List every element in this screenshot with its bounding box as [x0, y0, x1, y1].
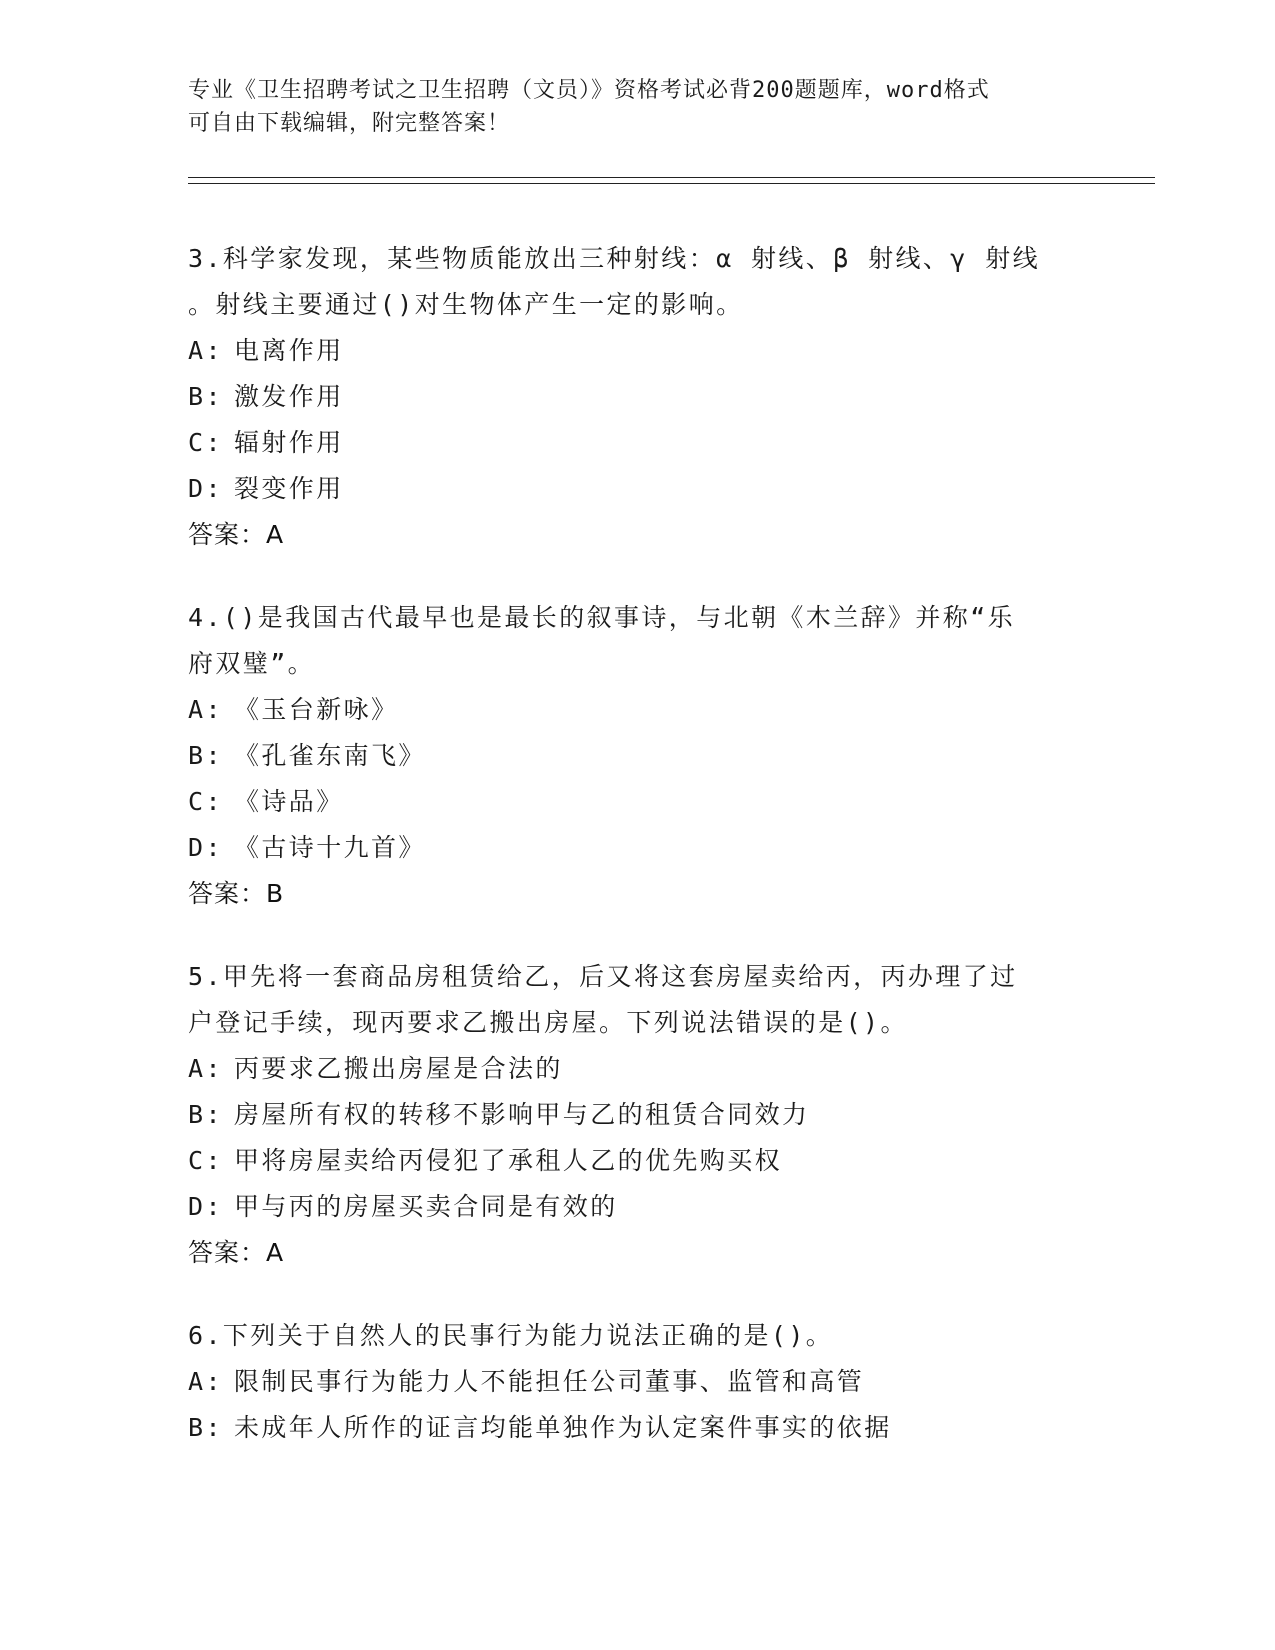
- option-b: [188, 1405, 1148, 1451]
- option-key: B:: [188, 382, 223, 411]
- option-text: 甲与丙的房屋买卖合同是有效的: [234, 1192, 618, 1221]
- option-key: B:: [188, 741, 223, 770]
- option-text: 《孔雀东南飞》: [234, 741, 426, 770]
- option-key: C:: [188, 787, 223, 816]
- question-text-line: 3.科学家发现，某些物质能放出三种射线：α 射线、β 射线、γ 射线: [188, 244, 1041, 273]
- option-a: [188, 687, 1148, 733]
- option-c: [188, 779, 1148, 825]
- question-3: [188, 236, 1148, 558]
- option-key: D:: [188, 474, 223, 503]
- option-text: 《玉台新咏》: [234, 695, 399, 724]
- header-line: 专业《卫生招聘考试之卫生招聘（文员）》资格考试必背200题题库，word格式: [188, 78, 990, 103]
- option-key: C:: [188, 1146, 223, 1175]
- option-key: D:: [188, 1192, 223, 1221]
- option-key: A:: [188, 1367, 223, 1396]
- question-4: [188, 595, 1148, 917]
- answer-line: 答案：A: [188, 1238, 285, 1267]
- option-text: 辐射作用: [234, 428, 344, 457]
- question-list: [188, 236, 1148, 1488]
- option-c: [188, 420, 1148, 466]
- option-a: [188, 1046, 1148, 1092]
- answer-line: 答案：A: [188, 520, 285, 549]
- option-text: 《诗品》: [234, 787, 344, 816]
- option-key: B:: [188, 1100, 223, 1129]
- option-text: 裂变作用: [234, 474, 344, 503]
- option-d: [188, 1184, 1148, 1230]
- option-text: 丙要求乙搬出房屋是合法的: [234, 1054, 563, 1083]
- document-header: [188, 74, 1088, 140]
- option-text: 甲将房屋卖给丙侵犯了承租人乙的优先购买权: [234, 1146, 783, 1175]
- header-divider-bottom: [188, 183, 1155, 184]
- option-text: 未成年人所作的证言均能单独作为认定案件事实的依据: [234, 1413, 892, 1442]
- option-text: 《古诗十九首》: [234, 833, 426, 862]
- question-text-line: 。射线主要通过()对生物体产生一定的影响。: [188, 290, 744, 319]
- option-c: [188, 1138, 1148, 1184]
- option-d: [188, 466, 1148, 512]
- answer-line: 答案：B: [188, 879, 285, 908]
- option-b: [188, 374, 1148, 420]
- option-text: 房屋所有权的转移不影响甲与乙的租赁合同效力: [234, 1100, 810, 1129]
- question-text-line: 户登记手续，现丙要求乙搬出房屋。下列说法错误的是()。: [188, 1008, 908, 1037]
- option-b: [188, 1092, 1148, 1138]
- question-text-line: 5.甲先将一套商品房租赁给乙，后又将这套房屋卖给丙，丙办理了过: [188, 962, 1018, 991]
- option-d: [188, 825, 1148, 871]
- option-key: C:: [188, 428, 223, 457]
- option-a: [188, 1359, 1148, 1405]
- question-6: [188, 1313, 1148, 1451]
- question-5: [188, 954, 1148, 1276]
- option-key: A:: [188, 695, 223, 724]
- question-text-line: 6.下列关于自然人的民事行为能力说法正确的是()。: [188, 1321, 834, 1350]
- option-a: [188, 328, 1148, 374]
- option-text: 激发作用: [234, 382, 344, 411]
- header-line: 可自由下载编辑，附完整答案！: [188, 111, 511, 136]
- option-key: D:: [188, 833, 223, 862]
- header-divider-top: [188, 177, 1155, 178]
- option-key: A:: [188, 1054, 223, 1083]
- option-key: B:: [188, 1413, 223, 1442]
- option-b: [188, 733, 1148, 779]
- option-key: A:: [188, 336, 223, 365]
- question-text-line: 4.()是我国古代最早也是最长的叙事诗，与北朝《木兰辞》并称“乐: [188, 603, 1016, 632]
- question-text-line: 府双璧”。: [188, 649, 316, 678]
- option-text: 限制民事行为能力人不能担任公司董事、监管和高管: [234, 1367, 865, 1396]
- option-text: 电离作用: [234, 336, 344, 365]
